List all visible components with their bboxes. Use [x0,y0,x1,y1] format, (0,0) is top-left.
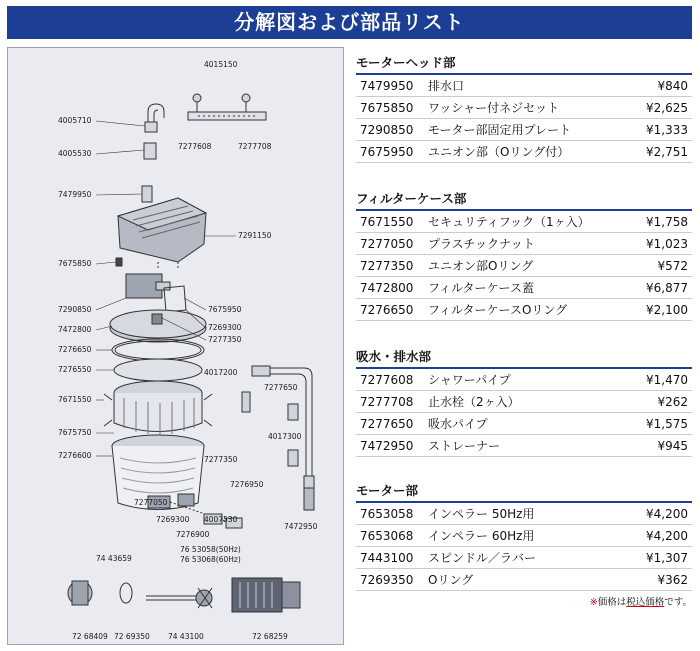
part-price: ¥362 [657,573,688,587]
part-price: ¥1,023 [646,237,688,251]
part-code: 7675850 [360,101,414,115]
part-code: 7277608 [360,373,414,387]
label-7268409: 72 68409 [72,632,108,641]
part-name: 排水口 [428,79,465,93]
part-price: ¥262 [657,395,688,409]
part-price: ¥1,470 [646,373,688,387]
label-7277708: 7277708 [238,142,272,151]
table-row [356,525,692,547]
label-7277350-lower: 7277350 [204,455,238,464]
table-row [356,299,692,321]
part-price: ¥572 [657,259,688,273]
table-row [356,503,692,525]
part-name: フィルターケースOリング [428,303,568,317]
part-code: 7671550 [360,215,414,229]
note-text-a: 価格は [597,597,627,608]
part-price: ¥1,575 [646,417,688,431]
table-row [356,391,692,413]
table-row [356,141,692,163]
part-code: 7277708 [360,395,414,409]
table-row [356,255,692,277]
label-7276550: 7276550 [58,365,92,374]
table-row [356,97,692,119]
part-code: 7653068 [360,529,414,543]
label-7277350-upper: 7277350 [208,335,242,344]
part-name: モーター部固定用プレート [428,123,572,137]
label-4017200: 4017200 [204,368,238,377]
part-name: フィルターケース蓋 [428,281,534,295]
label-7472800: 7472800 [58,325,92,334]
label-7472950: 7472950 [284,522,318,531]
part-name: Oリング [428,573,474,587]
part-price: ¥4,200 [646,529,688,543]
label-7675750: 7675750 [58,428,92,437]
part-code: 7472950 [360,439,414,453]
part-price: ¥1,758 [646,215,688,229]
label-7671550: 7671550 [58,395,92,404]
note-asterisk: ※ [589,597,598,608]
label-7276650: 7276650 [58,345,92,354]
part-price: ¥1,333 [646,123,688,137]
part-code: 7290850 [360,123,414,137]
part-name: インペラー 60Hz用 [428,529,535,543]
table-row [356,569,692,591]
exploded-diagram [7,47,344,645]
part-name: ストレーナー [428,439,501,453]
part-price: ¥945 [657,439,688,453]
label-7276950: 7276950 [230,480,264,489]
section-title-intake-outlet: 吸水・排水部 [356,349,432,364]
part-price: ¥2,751 [646,145,688,159]
label-7269300-lower: 7269300 [156,515,190,524]
table-row [356,233,692,255]
label-4007530: 4007530 [204,515,238,524]
part-code: 7675950 [360,145,414,159]
table-row [356,119,692,141]
table-row [356,75,692,97]
part-code: 7653058 [360,507,414,521]
section-title-filter-case: フィルターケース部 [356,191,467,206]
part-name: ユニオン部（Oリング付） [428,145,570,159]
part-name: インペラー 50Hz用 [428,507,535,521]
label-4005710: 4005710 [58,116,92,125]
part-name: セキュリティフック（1ヶ入） [428,215,590,229]
label-7277050: 7277050 [134,498,168,507]
part-code: 7269350 [360,573,414,587]
part-code: 7277050 [360,237,414,251]
label-4015150: 4015150 [204,60,238,69]
label-4005530: 4005530 [58,149,92,158]
label-7443100: 74 43100 [168,632,204,641]
part-code: 7479950 [360,79,414,93]
part-name: ワッシャー付ネジセット [428,101,560,115]
part-name: 吸水パイプ [428,417,488,431]
label-7443659: 74 43659 [96,554,132,563]
label-7675950: 7675950 [208,305,242,314]
label-7276600: 7276600 [58,451,92,460]
part-price: ¥4,200 [646,507,688,521]
label-7479950: 7479950 [58,190,92,199]
part-code: 7277650 [360,417,414,431]
table-row [356,547,692,569]
label-4017300: 4017300 [268,432,302,441]
note-text-b: 税込価格 [626,597,665,608]
label-7269350: 72 69350 [114,632,150,641]
part-name: ユニオン部Oリング [428,259,534,273]
label-7291150: 7291150 [238,231,272,240]
table-row [356,435,692,457]
part-price: ¥2,625 [646,101,688,115]
section-title-motor-head: モーターヘッド部 [356,55,456,70]
label-7653058: 76 53058(50Hz) [180,545,241,554]
part-name: シャワーパイプ [428,373,511,387]
table-row [356,413,692,435]
section-title-motor: モーター部 [356,483,419,498]
label-7653068: 76 53068(60Hz) [180,555,241,564]
part-code: 7443100 [360,551,414,565]
part-price: ¥840 [657,79,688,93]
note-text-c: です。 [664,597,692,608]
label-7276900: 7276900 [176,530,210,539]
label-7277650: 7277650 [264,383,298,392]
table-row [356,369,692,391]
label-7290850: 7290850 [58,305,92,314]
table-row [356,211,692,233]
part-code: 7277350 [360,259,414,273]
page-title: 分解図および部品リスト [7,6,692,39]
part-name: プラスチックナット [428,237,535,251]
tax-note [556,594,692,608]
part-price: ¥1,307 [646,551,688,565]
part-name: スピンドル／ラバー [428,551,537,565]
label-7269300-upper: 7269300 [208,323,242,332]
part-code: 7276650 [360,303,414,317]
part-price: ¥2,100 [646,303,688,317]
part-name: 止水栓（2ヶ入） [428,395,520,409]
part-price: ¥6,877 [646,281,688,295]
table-row [356,277,692,299]
part-code: 7472800 [360,281,414,295]
label-7268259: 72 68259 [252,632,288,641]
label-7675850: 7675850 [58,259,92,268]
label-7277608: 7277608 [178,142,212,151]
